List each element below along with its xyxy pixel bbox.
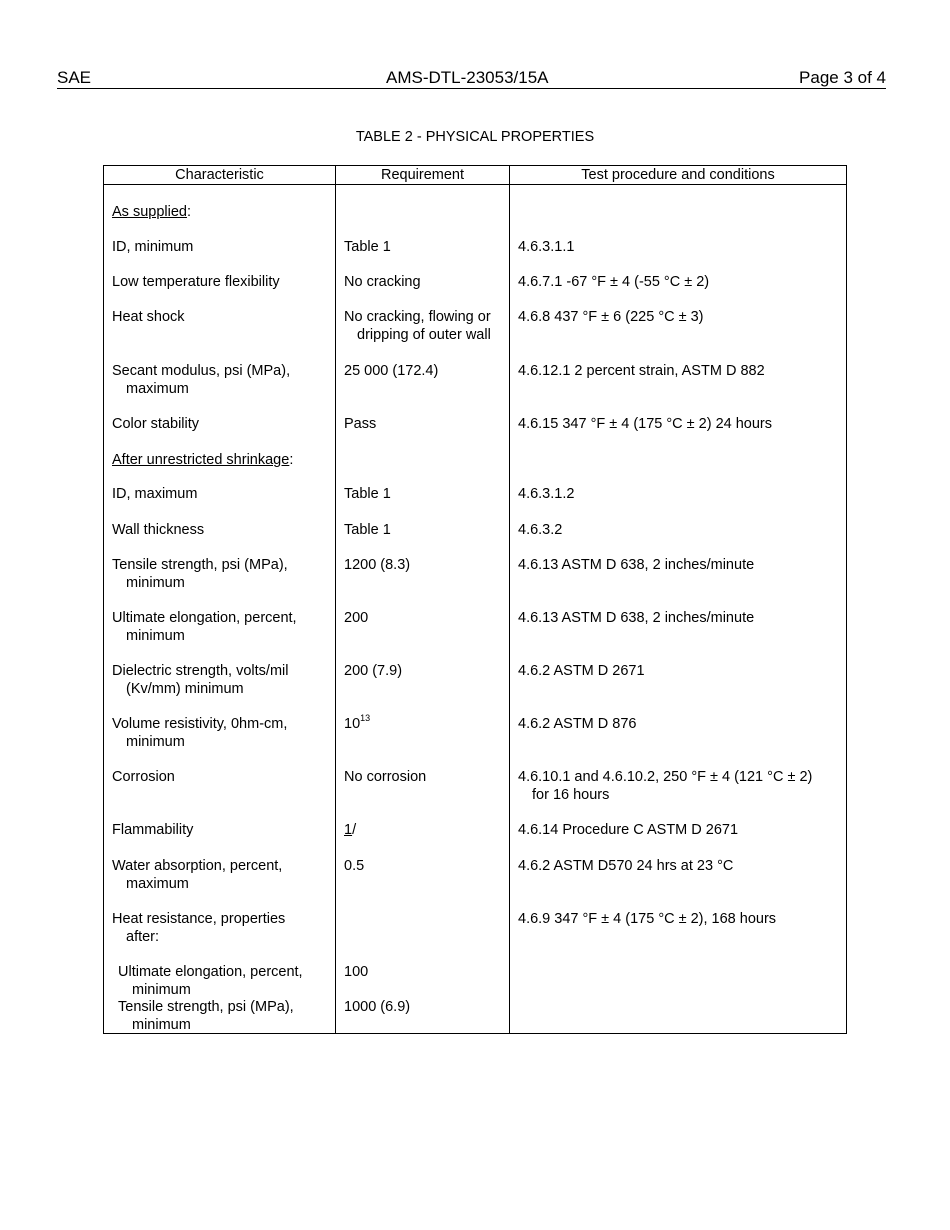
characteristic-cell: Tensile strength, psi (MPa), [112,557,288,573]
characteristic-cell: Dielectric strength, volts/mil [112,663,289,679]
characteristic-cell: Low temperature flexibility [112,274,280,290]
characteristic-cell: Wall thickness [112,522,205,538]
physical-properties-table [103,165,847,1034]
characteristic-cell: Corrosion [112,769,175,785]
section-heading: After unrestricted shrinkage: [112,452,294,468]
characteristic-cell: Color stability [112,416,200,432]
page-header [57,68,886,89]
requirement-cell: Table 1 [344,239,391,255]
exponent: 13 [360,713,371,724]
column-divider [509,166,510,1033]
characteristic-cell: minimum [132,1017,191,1033]
requirement-cell: No cracking [344,274,421,290]
requirement-cell: No corrosion [344,769,427,785]
characteristic-cell: Heat shock [112,309,185,325]
requirement-cell: No cracking, flowing or [344,309,491,325]
test-procedure-cell: for 16 hours [532,787,610,803]
table-title: TABLE 2 - PHYSICAL PROPERTIES [355,129,595,145]
requirement-cell: 1000 (6.9) [344,999,411,1015]
test-procedure-cell: 4.6.2 ASTM D570 24 hrs at 23 °C [518,858,734,874]
characteristic-cell: Tensile strength, psi (MPa), [118,999,294,1015]
requirement-cell: 1200 (8.3) [344,557,411,573]
requirement-cell: Table 1 [344,486,391,502]
characteristic-cell: Flammability [112,822,194,838]
header-doc-number: AMS-DTL-23053/15A [386,68,549,87]
requirement-cell: 25 000 (172.4) [344,363,439,379]
test-procedure-cell: 4.6.3.1.1 [518,239,575,255]
requirement-cell: 0.5 [344,858,365,874]
test-procedure-cell: 4.6.13 ASTM D 638, 2 inches/minute [518,557,755,573]
requirement-cell [344,715,370,733]
requirement-cell [344,821,356,839]
test-procedure-cell: 4.6.7.1 -67 °F ± 4 (-55 °C ± 2) [518,274,710,290]
characteristic-cell: Secant modulus, psi (MPa), [112,363,291,379]
column-header-requirement: Requirement [380,167,464,183]
test-procedure-cell: 4.6.10.1 and 4.6.10.2, 250 °F ± 4 (121 °C ± 2) [518,769,813,785]
section-title: As supplied [112,204,187,220]
characteristic-cell: maximum [126,876,189,892]
cell-text: 10 [344,716,361,732]
header-org: SAE [57,68,92,87]
characteristic-cell: minimum [126,575,185,591]
characteristic-cell: maximum [126,381,189,397]
footnote-ref: 1 [344,822,353,838]
cell-text: / [352,822,357,838]
characteristic-cell: minimum [126,734,185,750]
requirement-cell: 200 [344,610,369,626]
characteristic-cell: after: [126,929,160,945]
test-procedure-cell: 4.6.2 ASTM D 2671 [518,663,645,679]
test-procedure-cell: 4.6.14 Procedure C ASTM D 2671 [518,822,739,838]
characteristic-cell: minimum [126,628,185,644]
requirement-cell: 200 (7.9) [344,663,403,679]
test-procedure-cell: 4.6.13 ASTM D 638, 2 inches/minute [518,610,755,626]
characteristic-cell: Ultimate elongation, percent, [112,610,297,626]
test-procedure-cell: 4.6.15 347 °F ± 4 (175 °C ± 2) 24 hours [518,416,773,432]
section-heading: As supplied: [112,204,191,220]
characteristic-cell: Ultimate elongation, percent, [118,964,303,980]
column-header-test-procedure: Test procedure and conditions [581,167,775,183]
characteristic-cell: (Kv/mm) minimum [126,681,244,697]
characteristic-cell: Volume resistivity, 0hm-cm, [112,716,288,732]
test-procedure-cell: 4.6.8 437 °F ± 6 (225 °C ± 3) [518,309,704,325]
column-header-characteristic: Characteristic [175,167,264,183]
section-title: After unrestricted shrinkage [112,452,290,468]
requirement-cell: dripping of outer wall [357,327,491,343]
requirement-cell: Table 1 [344,522,391,538]
characteristic-cell: Water absorption, percent, [112,858,283,874]
column-divider [335,166,336,1033]
characteristic-cell: ID, maximum [112,486,198,502]
test-procedure-cell: 4.6.3.2 [518,522,563,538]
header-divider [104,184,846,185]
characteristic-cell: minimum [132,982,191,998]
test-procedure-cell: 4.6.9 347 °F ± 4 (175 °C ± 2), 168 hours [518,911,777,927]
test-procedure-cell: 4.6.3.1.2 [518,486,575,502]
header-page-number: Page 3 of 4 [799,68,886,87]
requirement-cell: 100 [344,964,369,980]
characteristic-cell: Heat resistance, properties [112,911,286,927]
requirement-cell: Pass [344,416,377,432]
test-procedure-cell: 4.6.2 ASTM D 876 [518,716,637,732]
characteristic-cell: ID, minimum [112,239,194,255]
test-procedure-cell: 4.6.12.1 2 percent strain, ASTM D 882 [518,363,765,379]
